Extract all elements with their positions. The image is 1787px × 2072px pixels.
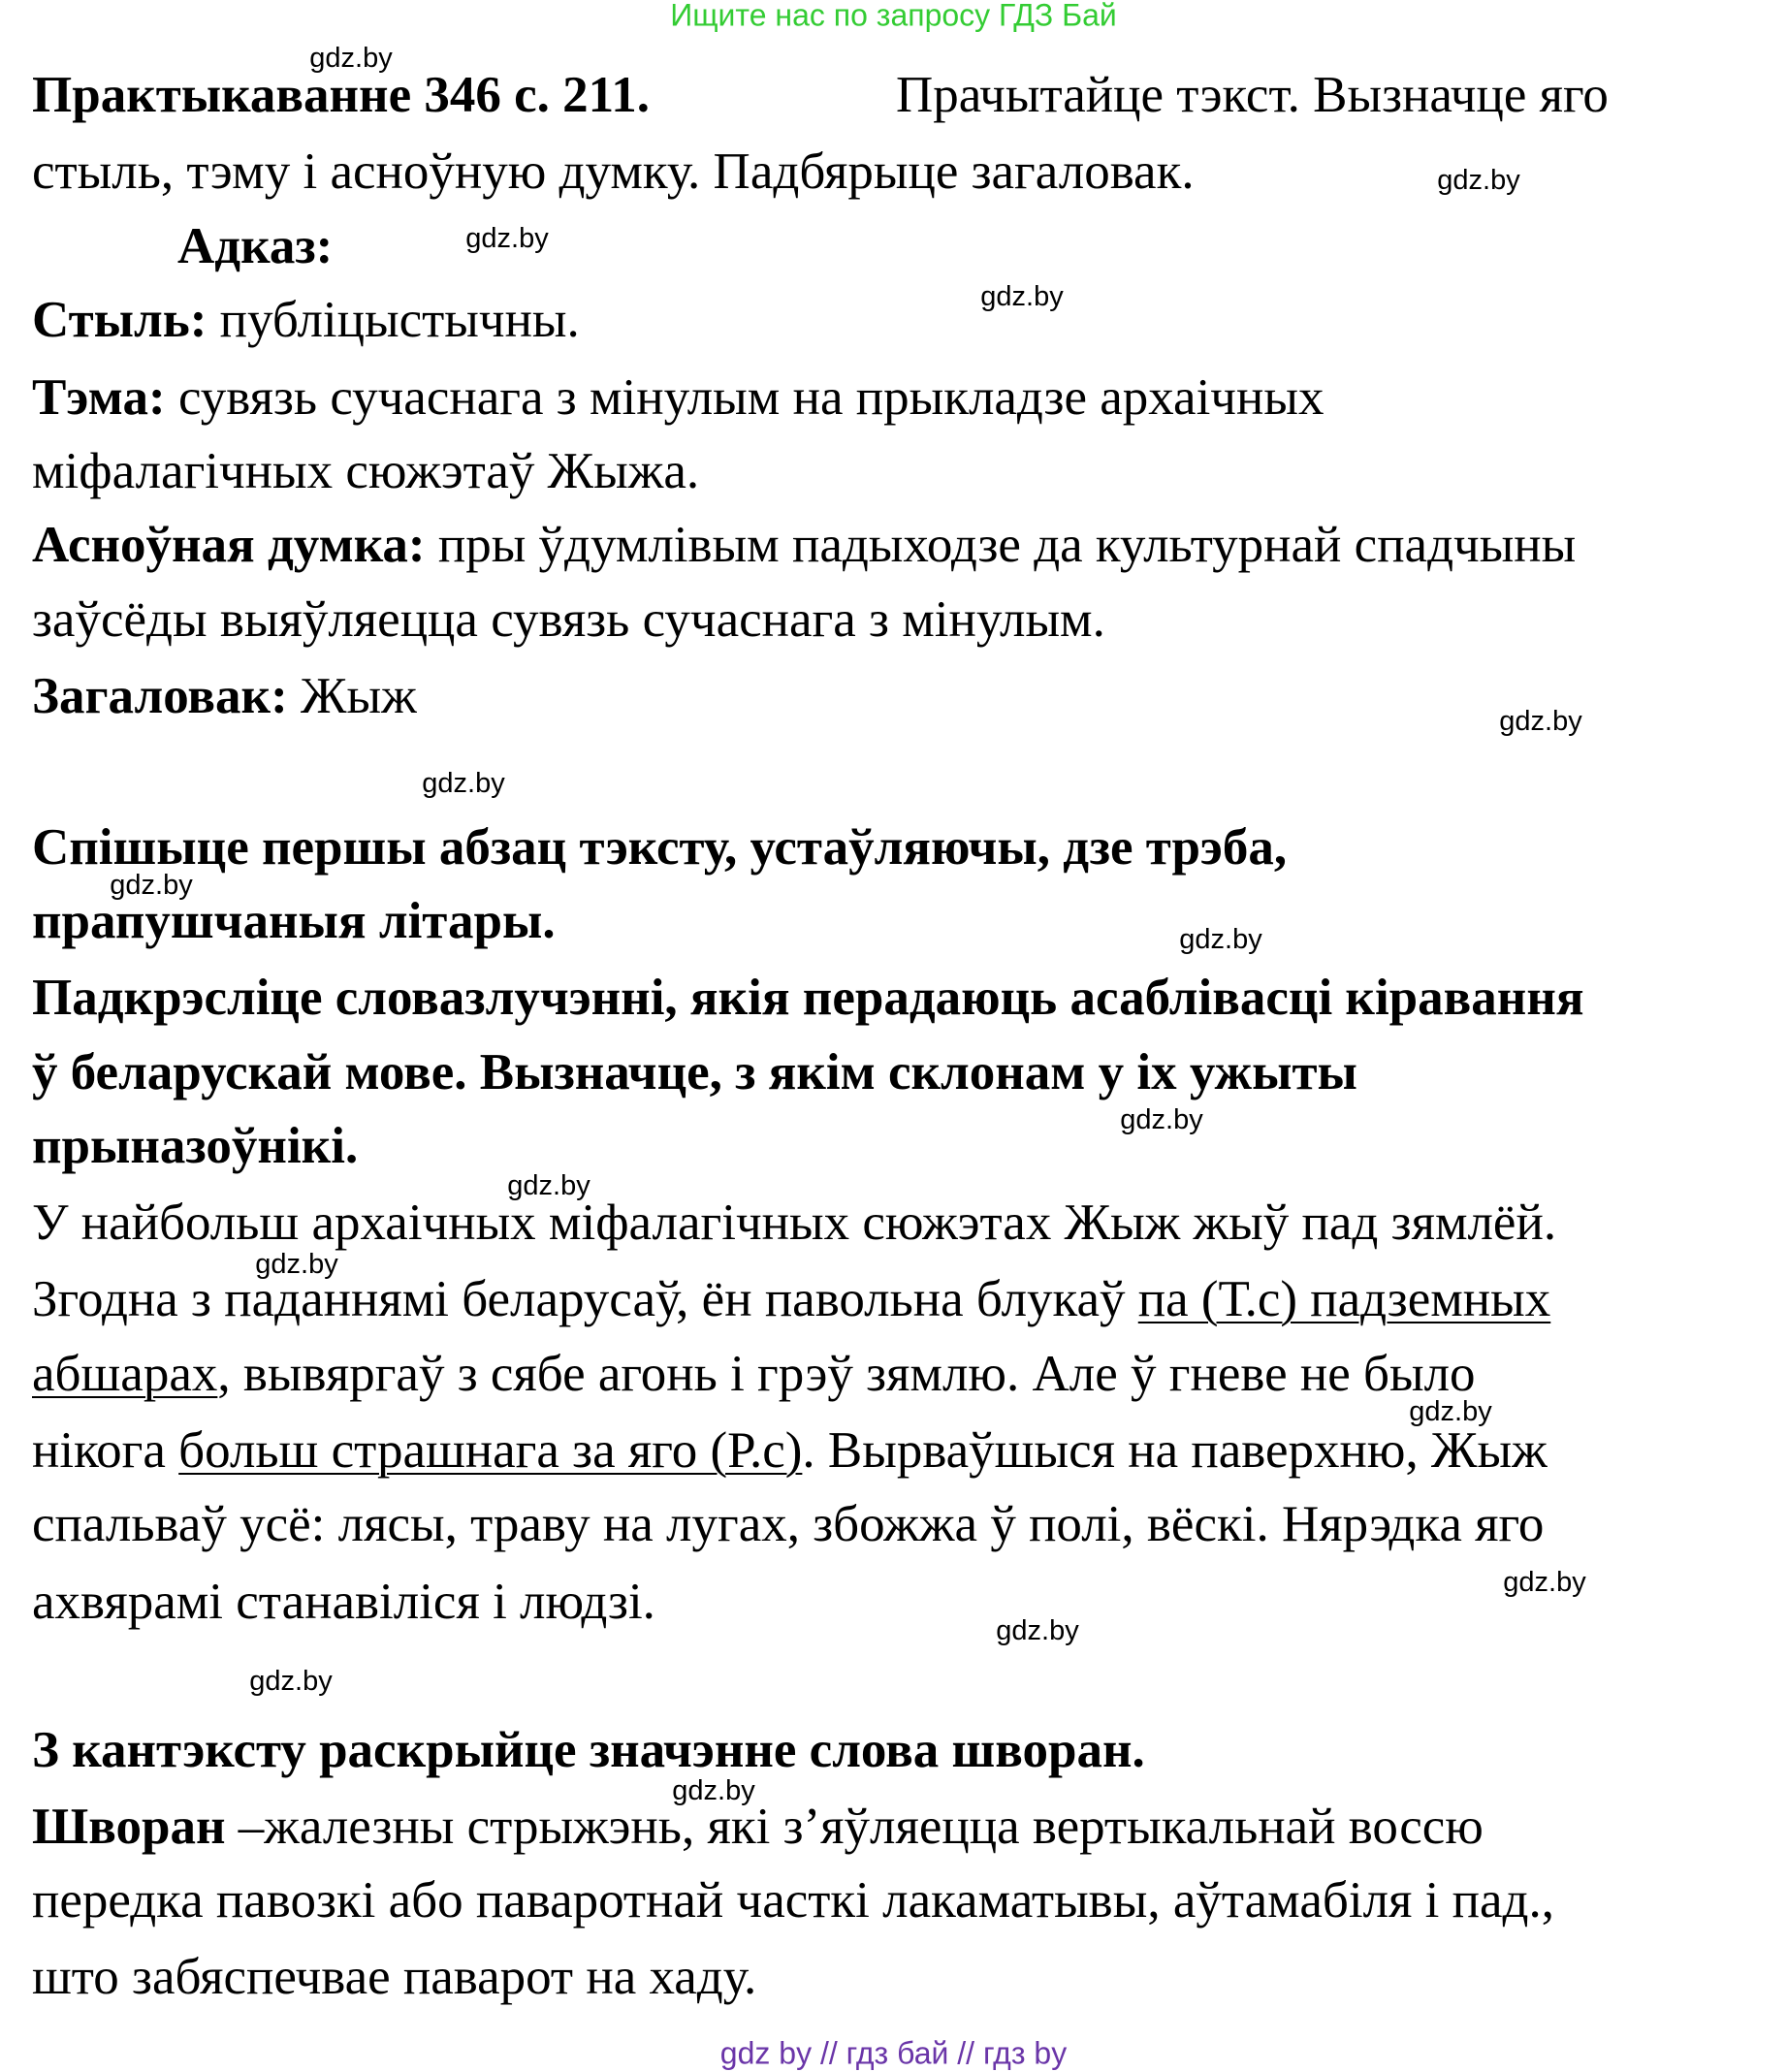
definition-line: передка павозкі або паваротнай часткі лакаматывы, аўтамабіля і пад.,	[32, 1872, 1554, 1929]
watermark: gdz.by	[309, 43, 393, 74]
task2-line: прыназоўнікі.	[32, 1118, 359, 1174]
watermark: gdz.by	[1179, 924, 1262, 955]
idea-line-2: заўсёды выяўляецца сувязь сучаснага з мінулым.	[32, 591, 1105, 648]
answer-label: Адказ:	[177, 218, 334, 274]
watermark: gdz.by	[465, 223, 549, 254]
style-line	[32, 291, 580, 349]
theme-line	[32, 368, 1324, 427]
paragraph-text: . Вырваўшыся на паверхню, Жыж	[802, 1422, 1548, 1479]
watermark: gdz.by	[996, 1615, 1079, 1646]
underlined-phrase: абшарах	[32, 1346, 218, 1402]
watermark: gdz.by	[1120, 1104, 1203, 1135]
theme-label: Тэма:	[32, 369, 166, 426]
watermark: gdz.by	[1499, 706, 1582, 737]
task-title: Практыкаванне 346 с. 211.	[32, 67, 650, 123]
task2-line: Падкрэсліце словазлучэнні, якія перадаюць асаблівасці кіравання	[32, 970, 1584, 1026]
paragraph-line	[32, 1345, 1476, 1403]
theme-line-2: міфалагічных сюжэтаў Жыжа.	[32, 443, 700, 499]
style-value: публіцыстычны.	[207, 292, 580, 348]
watermark: gdz.by	[1503, 1567, 1586, 1598]
paragraph-line: У найбольш архаічных міфалагічных сюжэтах Жыж жыў пад зямлёй.	[32, 1195, 1557, 1251]
underlined-phrase: па (Т.с) падземных	[1137, 1271, 1551, 1327]
idea-value: пры ўдумлівым падыходзе да культурнай спадчыны	[425, 517, 1577, 573]
watermark: gdz.by	[1409, 1396, 1492, 1427]
task2-line: прапушчаныя літары.	[32, 893, 556, 949]
search-banner: Ищите нас по запросу ГДЗ Бай	[670, 0, 1117, 33]
watermark: gdz.by	[507, 1170, 590, 1201]
task-instruction: Прачытайце тэкст. Вызначце яго	[896, 67, 1609, 123]
idea-label: Асноўная думка:	[32, 517, 426, 573]
footer-links: gdz by // гдз бай // гдз by	[719, 2035, 1068, 2071]
title-label: Загаловак:	[32, 668, 288, 724]
title-value: Жыж	[287, 668, 417, 724]
paragraph-line	[32, 1421, 1548, 1480]
watermark: gdz.by	[255, 1249, 338, 1280]
watermark: gdz.by	[110, 870, 193, 901]
task-instruction-cont: стыль, тэму і асноўную думку. Падбярыце загаловак.	[32, 143, 1195, 200]
definition-line	[32, 1798, 1484, 1856]
definition-term: Шворан	[32, 1799, 226, 1855]
task2-line: Спішыце першы абзац тэксту, устаўляючы, дзе трэба,	[32, 819, 1288, 876]
definition-text: –жалезны стрыжэнь, які з’яўляецца вертыкальнай воссю	[225, 1799, 1484, 1855]
paragraph-text: нікога	[32, 1422, 179, 1479]
task3-question: З кантэксту раскрыйце значэнне слова шворан.	[32, 1722, 1145, 1778]
watermark: gdz.by	[1437, 165, 1520, 196]
idea-line	[32, 516, 1576, 574]
task2-line: ў беларускай мове. Вызначце, з якім склонам у іх ужыты	[32, 1044, 1357, 1100]
paragraph-line: ахвярамі станавіліся і людзі.	[32, 1574, 655, 1630]
watermark: gdz.by	[672, 1775, 755, 1806]
watermark: gdz.by	[422, 768, 505, 799]
underlined-phrase: больш страшнага за яго (Р.с)	[178, 1422, 803, 1479]
paragraph-line: спальваў усё: лясы, траву на лугах, збожжа ў полі, вёскі. Нярэдка яго	[32, 1496, 1545, 1552]
style-label: Стыль:	[32, 292, 207, 348]
paragraph-text: Згодна з паданнямі беларусаў, ён павольна блукаў	[32, 1271, 1138, 1327]
theme-value: сувязь сучаснага з мінулым на прыкладзе архаічных	[165, 369, 1324, 426]
watermark: gdz.by	[249, 1666, 333, 1697]
title-line	[32, 667, 417, 725]
definition-line: што забяспечвае паварот на хаду.	[32, 1949, 757, 2005]
task-line-1	[32, 66, 1609, 124]
watermark: gdz.by	[980, 281, 1064, 312]
paragraph-text: , вывяргаў з сябе агонь і грэў зямлю. Але ў гневе не было	[217, 1346, 1476, 1402]
